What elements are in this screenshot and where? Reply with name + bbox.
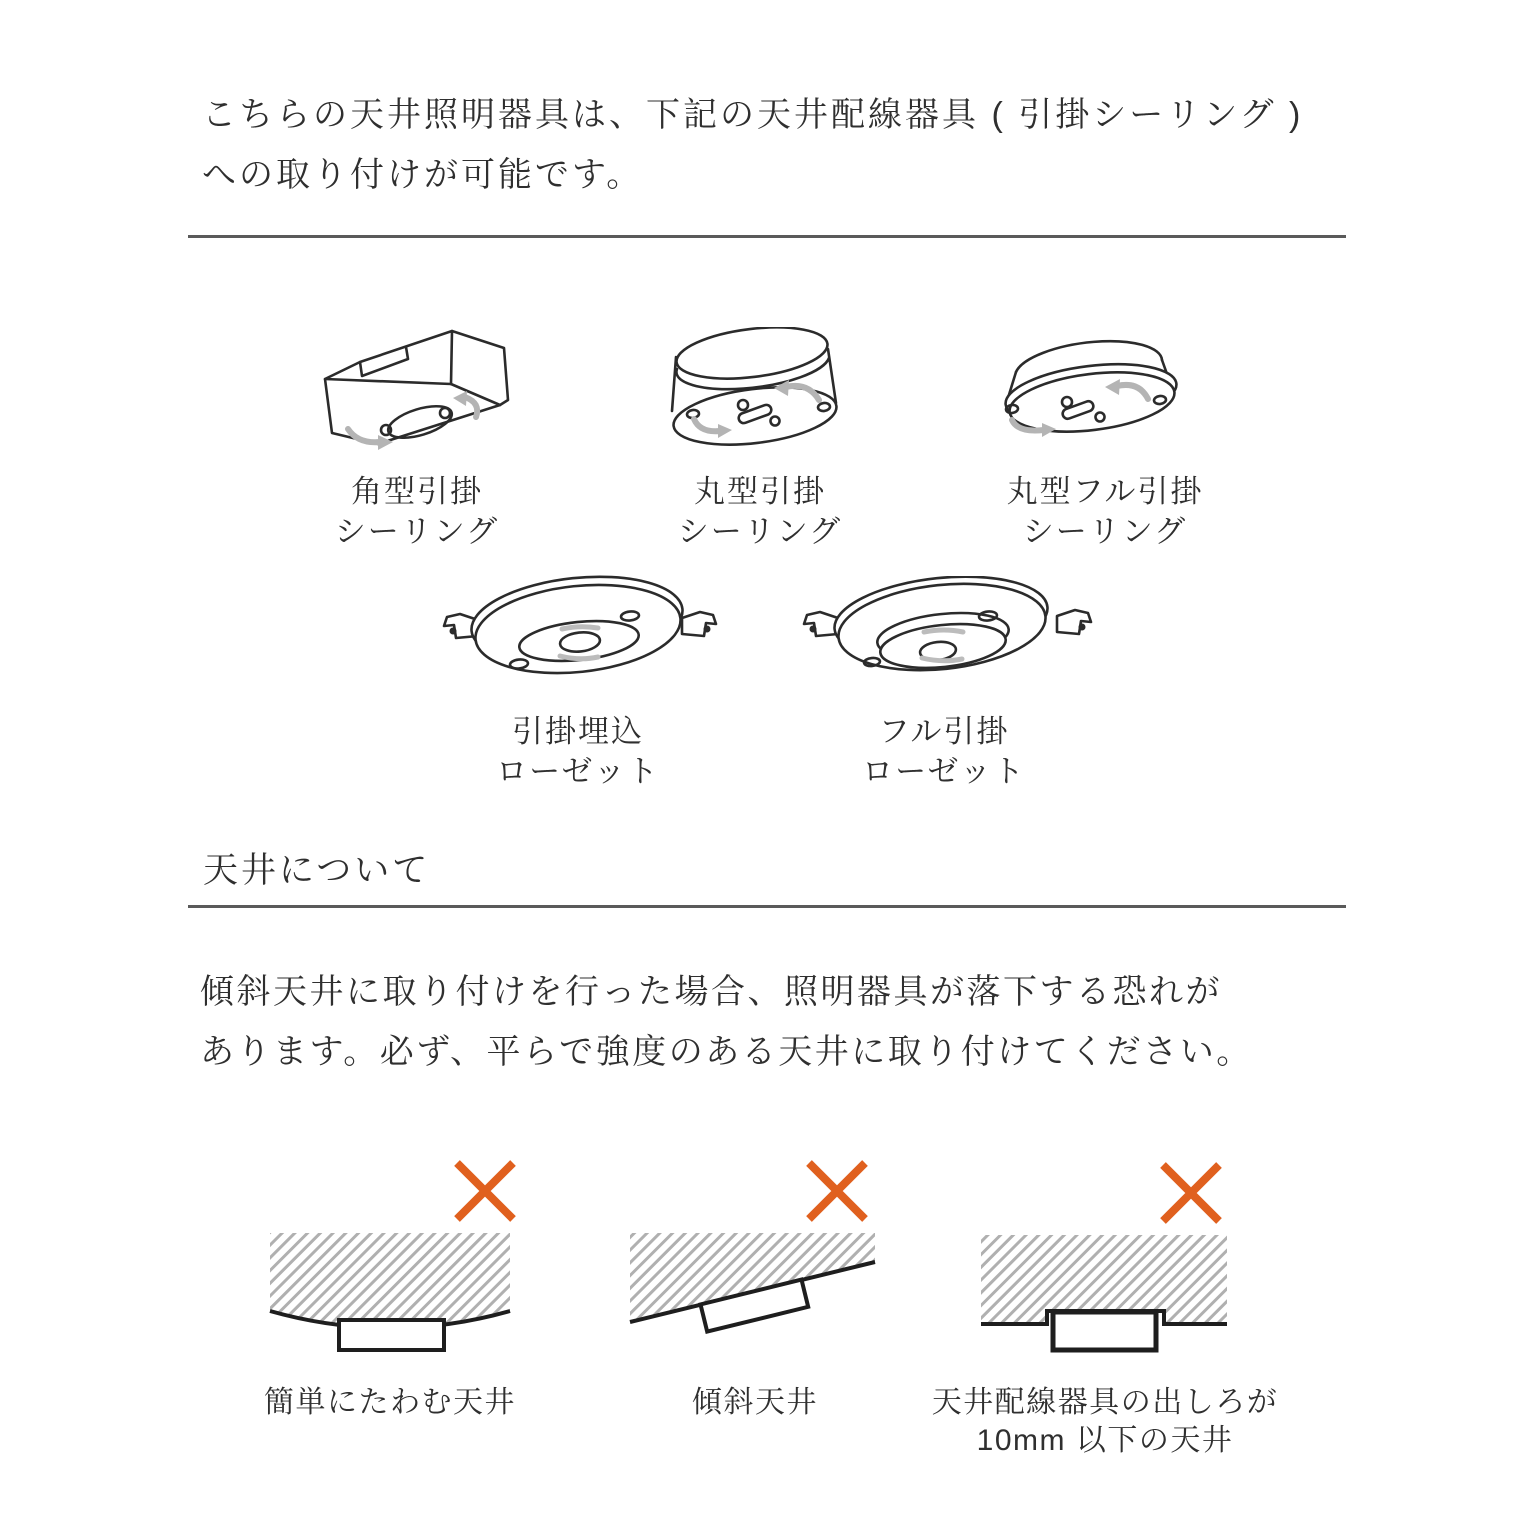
round-full-hook-ceiling-figure-icon — [1000, 330, 1215, 455]
label-line: フル引掛 — [878, 714, 1010, 749]
warning-line-2: あります。必ず、平らで強度のある天井に取り付けてください。 — [200, 1033, 1253, 1071]
caption-line: 天井配線器具の出しろが — [931, 1386, 1279, 1419]
label-line: シーリング — [677, 514, 843, 549]
hatched-ceiling-shape — [270, 1233, 510, 1328]
intro-text — [202, 85, 1303, 205]
label-line: 引掛埋込 — [512, 714, 644, 749]
full-hook-rosette-label — [794, 712, 1094, 792]
intro-line-2: への取り付けが可能です。 — [202, 156, 644, 194]
label-line: ローゼット — [862, 754, 1026, 789]
x-mark-icon — [809, 1163, 865, 1219]
fixture-shape — [1053, 1312, 1156, 1350]
round-hook-ceiling-figure-icon — [668, 327, 858, 462]
sloped-ceiling-caption — [595, 1384, 915, 1422]
sloped-ceiling-diagram — [595, 1155, 915, 1355]
label-line: 角型引掛 — [351, 474, 483, 509]
warning-text — [200, 962, 1253, 1082]
section-heading: 天井について — [203, 851, 431, 890]
label-line: 丸型フル引掛 — [1006, 474, 1204, 509]
low-protrusion-ceiling-caption — [925, 1384, 1285, 1460]
label-line: シーリング — [334, 514, 500, 549]
low-protrusion-ceiling-diagram — [925, 1155, 1285, 1360]
divider-top — [188, 235, 1346, 238]
label-line: ローゼット — [496, 754, 660, 789]
warning-line-1: 傾斜天井に取り付けを行った場合、照明器具が落下する恐れが — [200, 973, 1222, 1011]
label-line: 丸型引掛 — [694, 474, 826, 509]
caption-line: 簡単にたわむ天井 — [264, 1386, 516, 1419]
intro-line-1: こちらの天井照明器具は、下記の天井配線器具 ( 引掛シーリング ) — [202, 96, 1304, 134]
x-mark-icon — [457, 1163, 513, 1219]
caption-line: 傾斜天井 — [692, 1386, 818, 1419]
flexible-ceiling-caption — [230, 1384, 550, 1422]
flexible-ceiling-diagram — [230, 1155, 550, 1355]
caption-line: 10mm 以下の天井 — [976, 1424, 1234, 1457]
divider-section — [188, 905, 1346, 908]
hook-embedded-rosette-label — [428, 712, 728, 792]
label-line: シーリング — [1022, 514, 1188, 549]
full-hook-rosette-figure-icon — [800, 576, 1095, 691]
hook-embedded-rosette-figure-icon — [440, 572, 720, 692]
square-hook-ceiling-label — [267, 472, 567, 552]
fixture-shape — [339, 1320, 444, 1350]
square-hook-ceiling-figure-icon — [300, 326, 550, 471]
round-hook-ceiling-label — [610, 472, 910, 552]
round-full-hook-ceiling-label — [955, 472, 1255, 552]
x-mark-icon — [1163, 1165, 1219, 1221]
